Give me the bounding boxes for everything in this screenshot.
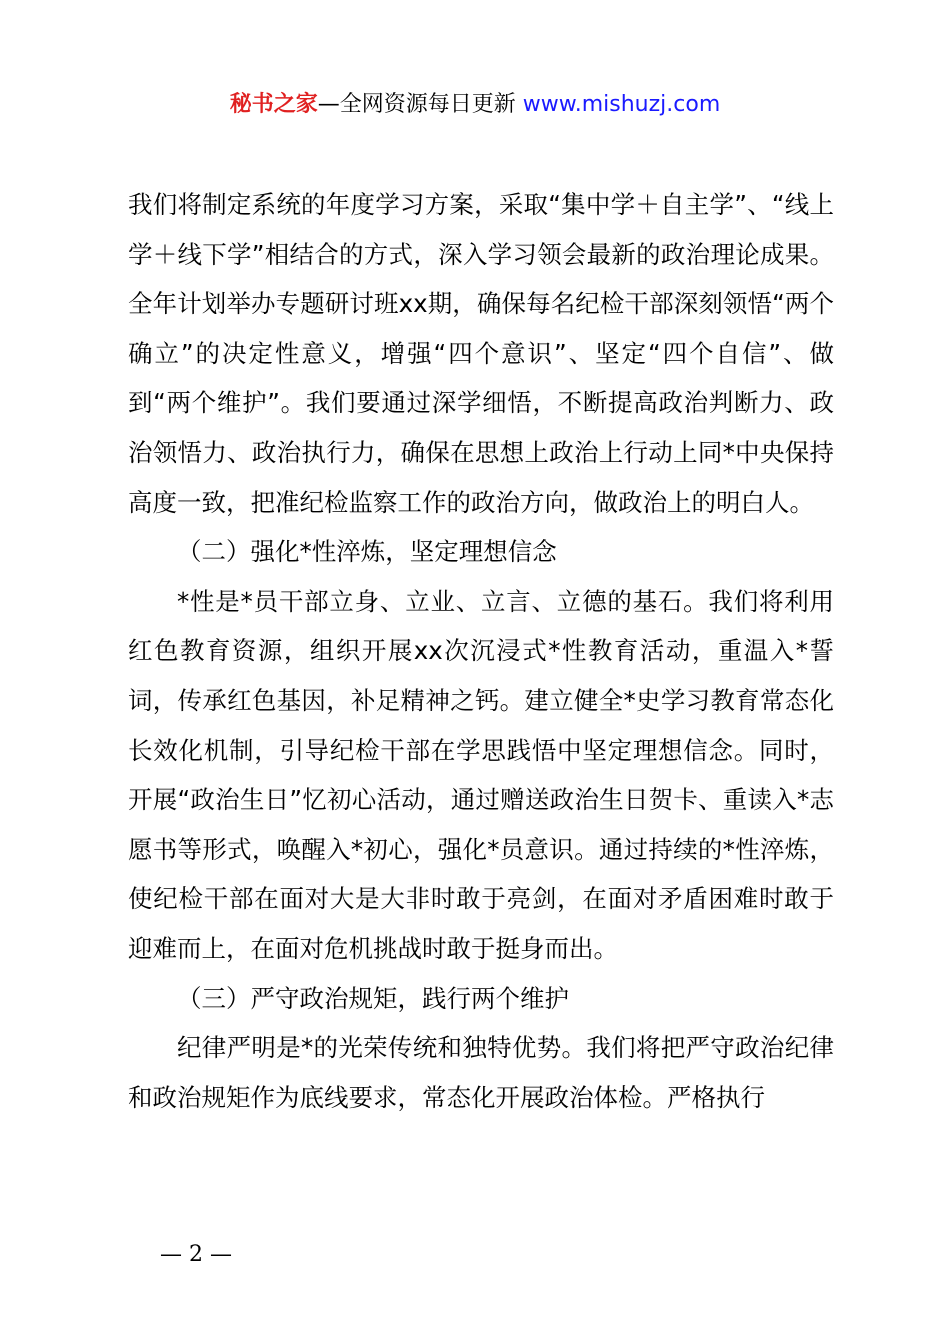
section-heading-2: （二）强化*性淬炼，坚定理想信念 (177, 537, 557, 567)
paragraph-political-rules: 纪律严明是*的光荣传统和独特优势。我们将把严守政治纪律和政治规矩作为底线要求，常态化开展政治体检。严格执行 (128, 1033, 834, 1112)
page-number: — 2 — (160, 1242, 232, 1267)
paragraph-party-spirit: *性是*员干部立身、立业、立言、立德的基石。我们将利用红色教育资源，组织开展xx次沉浸式*性教育活动，重温入*誓词，传承红色基因，补足精神之钙。建立健全*史学习教育常态化长效化机制，引导纪检干部在学思践悟中坚定理想信念。同时，开展“政治生日”忆初心活动，通过赠送政治生日贺卡、重读入*志愿书等形式，唤醒入*初心，强化*员意识。通过持续的*性淬炼，使纪检干部在面对大是大非时敢于亮剑，在面对矛盾困难时敢于迎难而上，在面对危机挑战时敢于挺身而出。 (128, 586, 834, 963)
brand-name: 秘书之家 (229, 92, 318, 117)
paragraph-continuation: 我们将制定系统的年度学习方案，采取“集中学＋自主学”、“线上学＋线下学”相结合的方式，深入学习领会最新的政治理论成果。全年计划举办专题研讨班xx期，确保每名纪检干部深刻领悟“两个确立”的决定性意义，增强“四个意识”、坚定“四个自信”、做到“两个维护”。我们要通过深学细悟，不断提高政治判断力、政治领悟力、政治执行力，确保在思想上政治上行动上同*中央保持高度一致，把准纪检监察工作的政治方向，做政治上的明白人。 (128, 190, 834, 517)
site-url-link[interactable]: www.mishuzj.com (522, 92, 721, 117)
header-tagline: —全网资源每日更新 (317, 92, 516, 117)
site-header (0, 86, 950, 124)
section-heading-3: （三）严守政治规矩，践行两个维护 (177, 983, 569, 1013)
document-body (128, 180, 834, 1122)
